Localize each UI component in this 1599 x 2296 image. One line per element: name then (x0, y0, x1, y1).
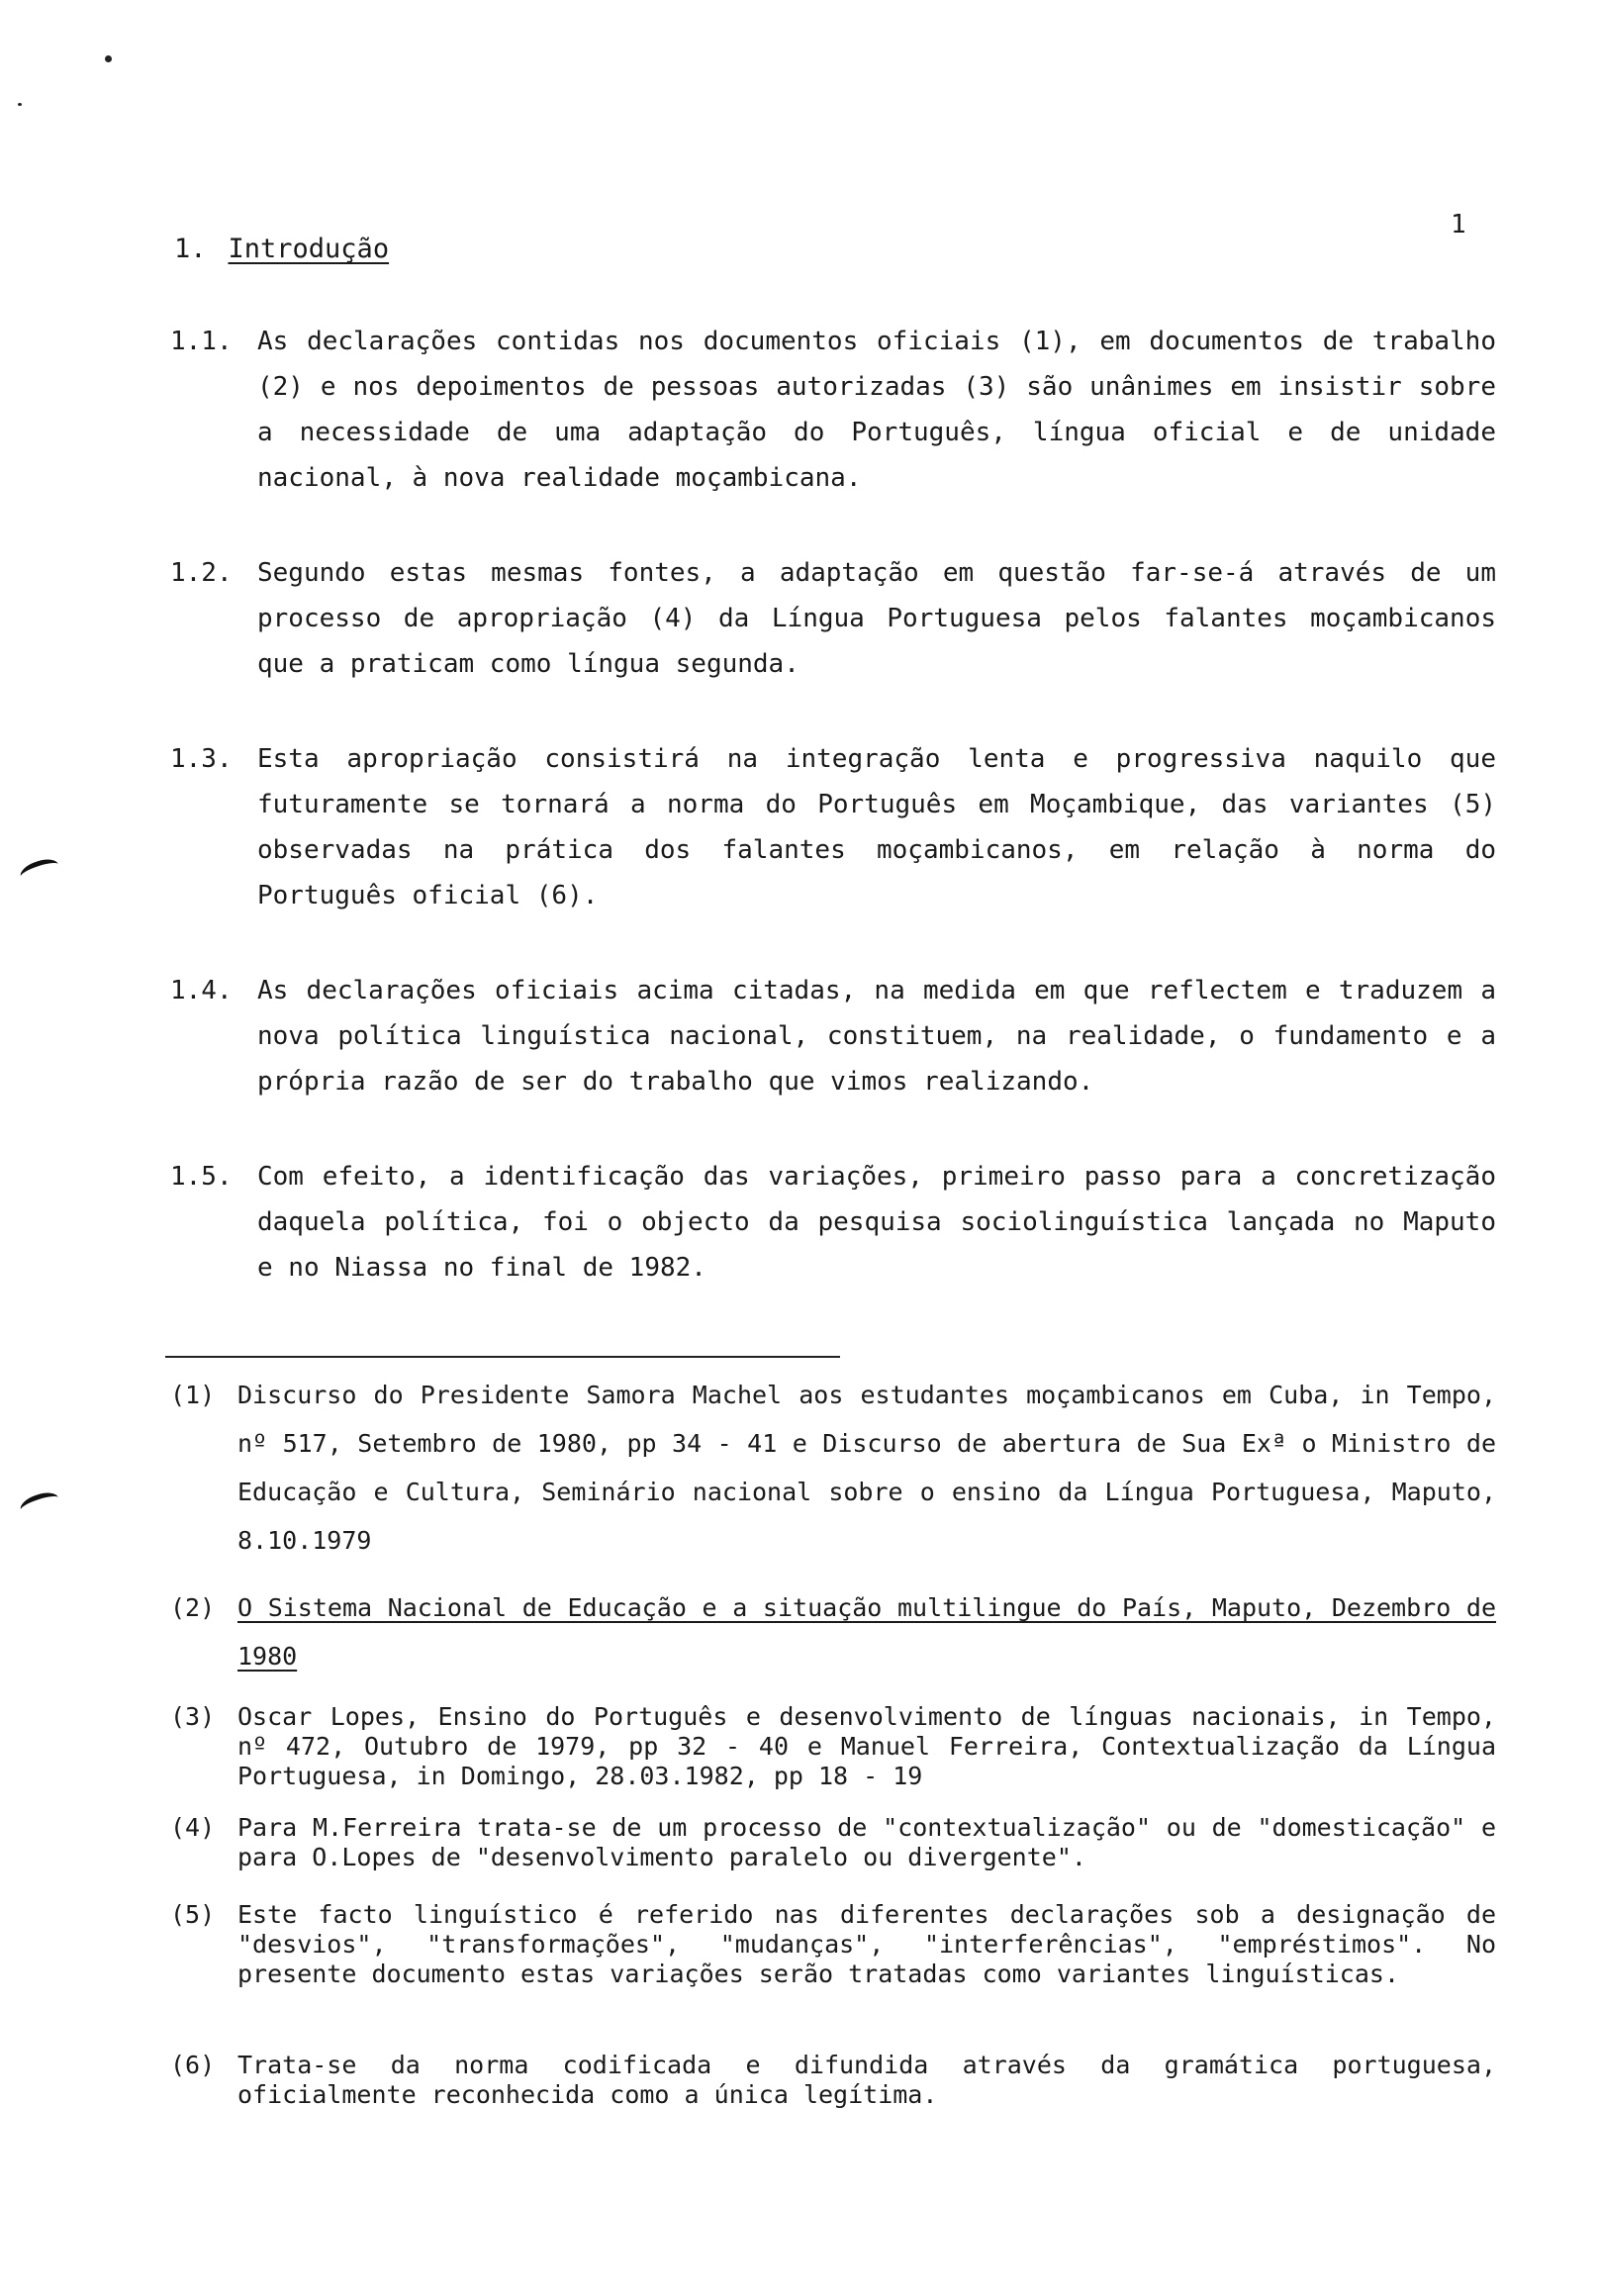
section-heading (174, 234, 389, 264)
footnote-text: Este facto linguístico é referido nas diferentes declarações sob a designação de "desvios", "transformações", "mudanças", "interferências", "empréstimos". No presente documento estas variações serão tratadas como variantes linguísticas. (237, 1900, 1496, 1988)
footnote-1 (170, 1371, 1496, 1565)
paragraph-1-2 (170, 550, 1496, 687)
paragraph-1-1 (170, 319, 1496, 501)
section-title: Introdução (228, 234, 390, 264)
punch-hole-mark (18, 855, 61, 885)
paragraph-number: 1.3. (170, 744, 233, 774)
footnote-separator (165, 1356, 840, 1358)
paragraph-text: Esta apropriação consistirá na integração lenta e progressiva naquilo que futuramente se tornará a norma do Português em Moçambique, das variantes (5) observadas na prática dos falantes moçambicanos, em relação à norma do Português oficial (6). (257, 744, 1496, 910)
paragraph-number: 1.4. (170, 976, 233, 1005)
footnote-6 (170, 2051, 1496, 2110)
footnote-text: Para M.Ferreira trata-se de um processo de "contextualização" ou de "domesticação" e para O.Lopes de "desenvolvimento paralelo ou divergente". (237, 1813, 1496, 1871)
paragraph-1-4 (170, 968, 1496, 1104)
footnote-number: (4) (170, 1813, 216, 1842)
footnote-number: (1) (170, 1381, 216, 1409)
footnote-text: Oscar Lopes, Ensino do Português e desenvolvimento de línguas nacionais, in Tempo, nº 472, Outubro de 1979, pp 32 - 40 e Manuel Ferreira, Contextualização da Língua Portuguesa, in Domingo, 28.03.1982, pp 18 - 19 (237, 1702, 1496, 1790)
scan-speck (105, 55, 112, 62)
paragraph-text: As declarações contidas nos documentos oficiais (1), em documentos de trabalho (2) e nos depoimentos de pessoas autorizadas (3) são unânimes em insistir sobre a necessidade de uma adaptação do Português, língua oficial e de unidade nacional, à nova realidade moçambicana. (257, 327, 1496, 493)
footnote-text: Trata-se da norma codificada e difundida através da gramática portuguesa, oficialmente reconhecida como a única legítima. (237, 2051, 1496, 2109)
paragraph-1-5 (170, 1154, 1496, 1291)
section-number: 1. (174, 234, 207, 264)
footnote-text: Discurso do Presidente Samora Machel aos estudantes moçambicanos em Cuba, in Tempo, nº 517, Setembro de 1980, pp 34 - 41 e Discurso de abertura de Sua Exª o Ministro de Educação e Cultura, Seminário nacional sobre o ensino da Língua Portuguesa, Maputo, 8.10.1979 (237, 1381, 1496, 1555)
paragraph-number: 1.1. (170, 327, 233, 356)
footnote-number: (6) (170, 2051, 216, 2079)
scan-speck (18, 103, 22, 106)
footnote-3 (170, 1702, 1496, 1791)
footnote-5 (170, 1900, 1496, 1989)
footnote-text: O Sistema Nacional de Educação e a situação multilingue do País, Maputo, Dezembro de 1980 (237, 1593, 1496, 1671)
paragraph-text: As declarações oficiais acima citadas, na medida em que reflectem e traduzem a nova política linguística nacional, constituem, na realidade, o fundamento e a própria razão de ser do trabalho que vimos realizando. (257, 976, 1496, 1097)
punch-hole-mark (18, 1488, 61, 1518)
paragraph-number: 1.5. (170, 1162, 233, 1192)
footnote-4 (170, 1813, 1496, 1872)
footnote-number: (2) (170, 1593, 216, 1622)
footnote-number: (3) (170, 1702, 216, 1731)
paragraph-text: Com efeito, a identificação das variações, primeiro passo para a concretização daquela política, foi o objecto da pesquisa sociolinguística lançada no Maputo e no Niassa no final de 1982. (257, 1162, 1496, 1283)
page-number: 1 (1451, 210, 1466, 239)
footnote-number: (5) (170, 1900, 216, 1929)
footnote-2 (170, 1583, 1496, 1680)
paragraph-1-3 (170, 736, 1496, 918)
paragraph-number: 1.2. (170, 558, 233, 588)
paragraph-text: Segundo estas mesmas fontes, a adaptação em questão far-se-á através de um processo de apropriação (4) da Língua Portuguesa pelos falantes moçambicanos que a praticam como língua segunda. (257, 558, 1496, 679)
